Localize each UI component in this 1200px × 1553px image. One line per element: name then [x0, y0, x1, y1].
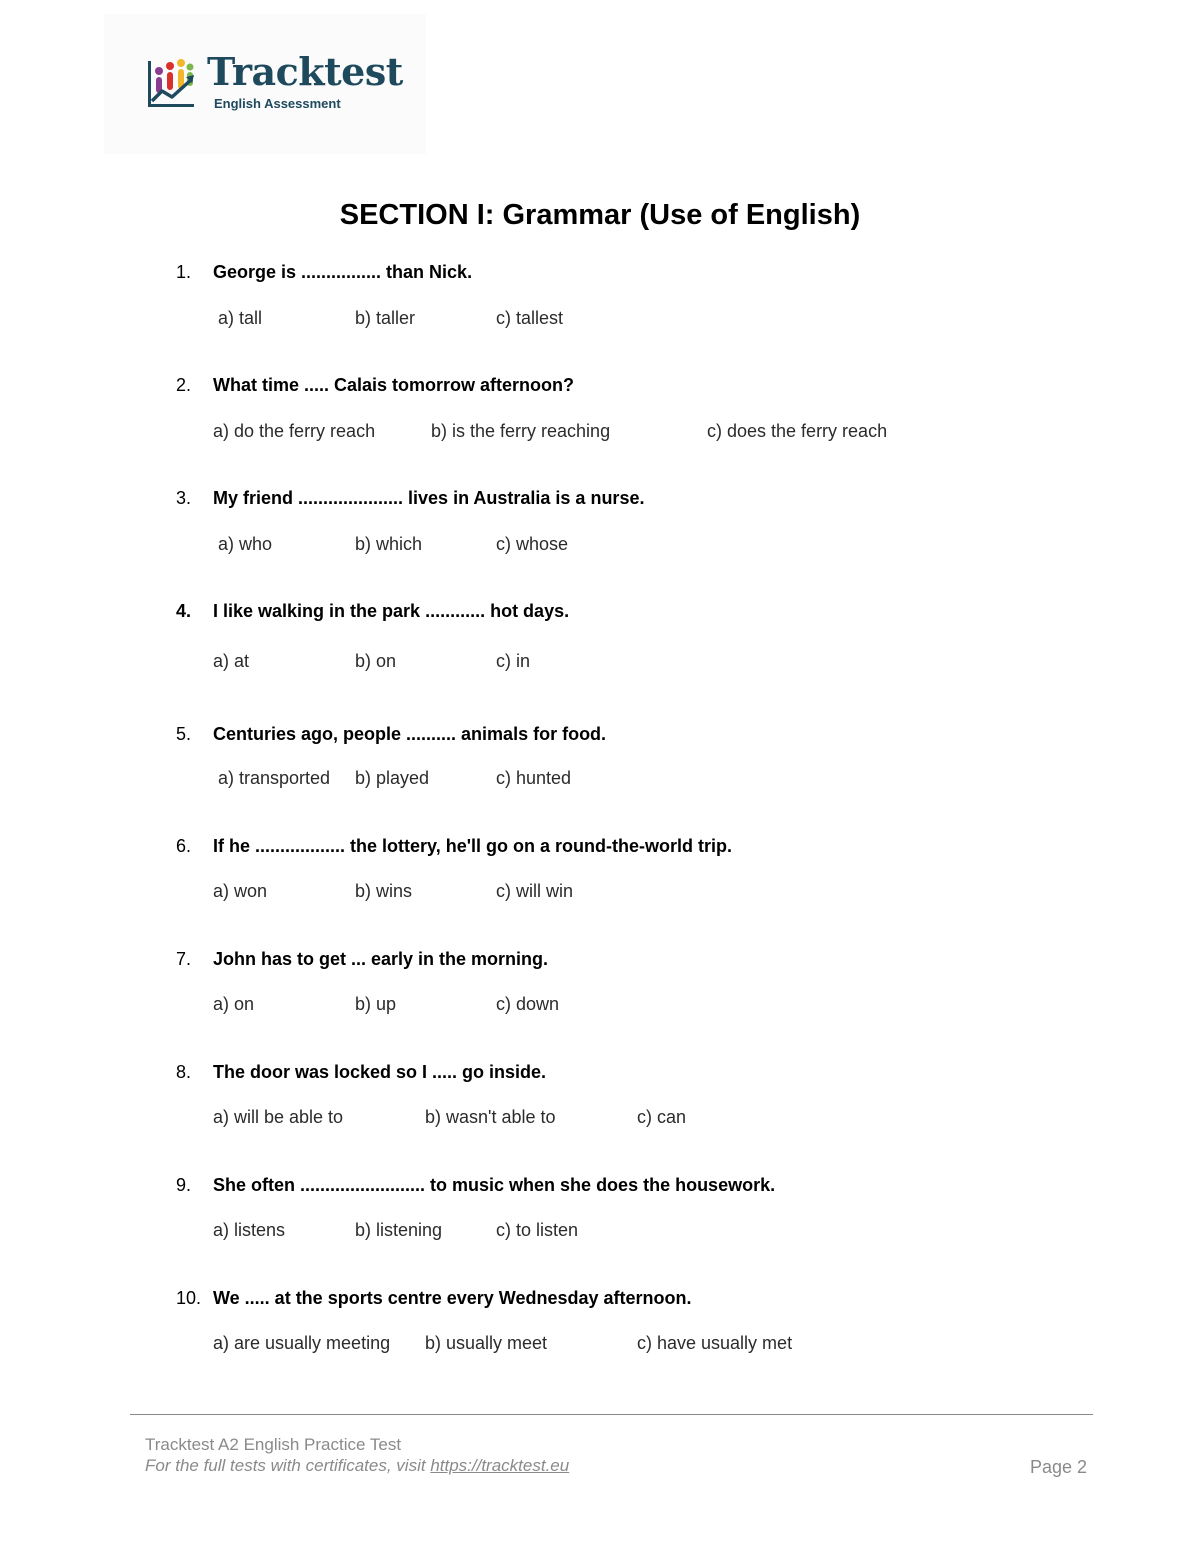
logo-subtitle: English Assessment — [214, 96, 341, 111]
answer-option[interactable]: c) to listen — [496, 1220, 579, 1240]
answer-option[interactable]: c) hunted — [496, 768, 572, 788]
question-text: If he .................. the lottery, he'll go on a round-the-world trip. — [213, 836, 732, 856]
answer-option[interactable]: c) will win — [496, 881, 574, 901]
answer-option[interactable]: b) taller — [355, 308, 416, 328]
answer-option[interactable]: b) listening — [355, 1220, 443, 1240]
question-number: 1. — [176, 262, 192, 282]
answer-option[interactable]: c) tallest — [496, 308, 564, 328]
answer-option[interactable]: a) do the ferry reach — [213, 421, 376, 441]
answer-option[interactable]: c) have usually met — [637, 1333, 793, 1353]
answer-option[interactable]: a) are usually meeting — [213, 1333, 391, 1353]
footer-link[interactable]: https://tracktest.eu — [430, 1456, 570, 1475]
footer-test-name: Tracktest A2 English Practice Test — [145, 1435, 402, 1454]
question-text: Centuries ago, people .......... animals for food. — [213, 724, 607, 744]
answer-option[interactable]: b) wins — [355, 881, 413, 901]
question-number: 4. — [176, 601, 192, 621]
footer-note-text: For the full tests with certificates, visit — [145, 1456, 431, 1475]
tracktest-logo-icon — [146, 57, 196, 113]
question-text: She often ......................... to music when she does the housework. — [213, 1175, 776, 1195]
question-text: George is ................ than Nick. — [213, 262, 473, 282]
answer-option[interactable]: c) in — [496, 651, 531, 671]
question-number: 6. — [176, 836, 192, 856]
answer-option[interactable]: c) does the ferry reach — [707, 421, 888, 441]
question-number: 7. — [176, 949, 192, 969]
answer-option[interactable]: b) on — [355, 651, 397, 671]
answer-option[interactable]: c) can — [637, 1107, 687, 1127]
question-text: We ..... at the sports centre every Wednesday afternoon. — [213, 1288, 692, 1308]
section-title: SECTION I: Grammar (Use of English) — [339, 199, 861, 231]
question-text: What time ..... Calais tomorrow afternoon? — [213, 375, 575, 395]
question-number: 2. — [176, 375, 192, 395]
answer-option[interactable]: a) won — [213, 881, 268, 901]
page-number: Page 2 — [1029, 1457, 1087, 1477]
question-text: My friend ..................... lives in Australia is a nurse. — [213, 488, 645, 508]
answer-option[interactable]: a) tall — [218, 308, 263, 328]
question-number: 10. — [176, 1288, 202, 1308]
answer-option[interactable]: a) transported — [218, 768, 331, 788]
answer-option[interactable]: b) which — [355, 534, 423, 554]
answer-option[interactable]: b) up — [355, 994, 397, 1014]
footer-note — [145, 1456, 569, 1476]
answer-option[interactable]: c) down — [496, 994, 560, 1014]
question-text: John has to get ... early in the morning. — [213, 949, 549, 969]
question-number: 3. — [176, 488, 192, 508]
footer-divider — [130, 1414, 1093, 1415]
question-text: The door was locked so I ..... go inside. — [213, 1062, 547, 1082]
answer-option[interactable]: a) on — [213, 994, 255, 1014]
logo-title: Tracktest — [207, 49, 403, 94]
answer-option[interactable]: b) wasn't able to — [425, 1107, 556, 1127]
answer-option[interactable]: b) is the ferry reaching — [431, 421, 611, 441]
answer-option[interactable]: b) played — [355, 768, 430, 788]
question-number: 9. — [176, 1175, 192, 1195]
answer-option[interactable]: b) usually meet — [425, 1333, 548, 1353]
answer-option[interactable]: a) at — [213, 651, 250, 671]
answer-option[interactable]: a) listens — [213, 1220, 286, 1240]
answer-option[interactable]: a) will be able to — [213, 1107, 344, 1127]
question-number: 5. — [176, 724, 192, 744]
question-text: I like walking in the park ............ hot days. — [213, 601, 570, 621]
question-number: 8. — [176, 1062, 192, 1082]
answer-option[interactable]: a) who — [218, 534, 273, 554]
answer-option[interactable]: c) whose — [496, 534, 569, 554]
